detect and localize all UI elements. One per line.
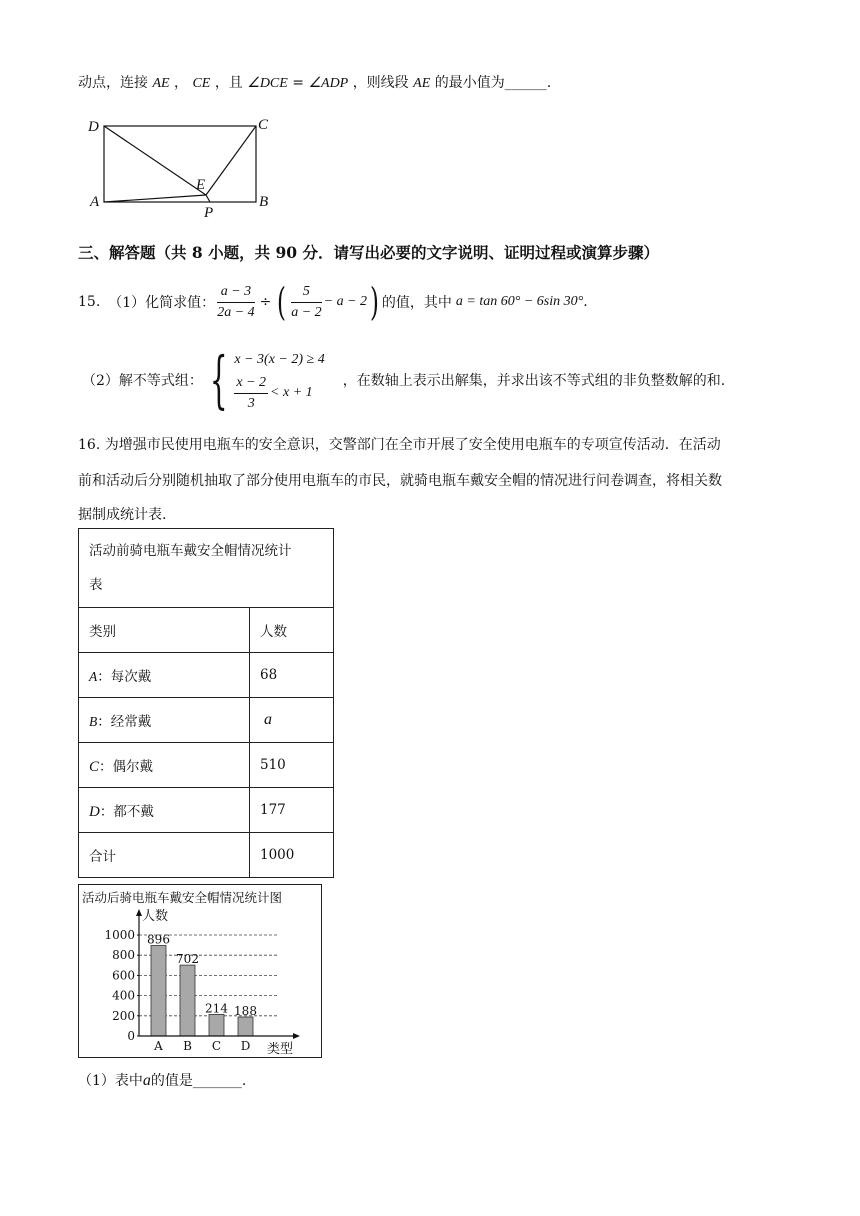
q15-part2 xyxy=(82,344,725,416)
inequality-2-denominator: 3 xyxy=(247,395,255,411)
x-tick-label: D xyxy=(240,1039,251,1053)
bar-chart-frame xyxy=(78,884,322,1058)
q16-line-1: 16. 为增强市民使用电瓶车的安全意识，交警部门在全市开展了安全使用电瓶车的专项宣传活动．在活动 xyxy=(78,437,721,453)
y-tick-label: 200 xyxy=(112,1008,135,1023)
row-category xyxy=(79,698,250,743)
category-label: ：每次戴 xyxy=(97,669,152,685)
q15-part1-label: （1）化简求值： xyxy=(108,295,216,311)
question-1-suffix: 的值是_______. xyxy=(150,1073,247,1089)
inequality-2 xyxy=(234,373,324,414)
x-axis-arrow xyxy=(293,1033,300,1039)
paren-open: ( xyxy=(277,280,287,324)
row-category xyxy=(79,788,250,833)
row-value: a xyxy=(250,698,334,743)
header-count: 人数 xyxy=(250,608,334,653)
table-row xyxy=(79,743,334,788)
question-1-prefix: （1）表中 xyxy=(78,1073,143,1089)
header-category: 类别 xyxy=(79,608,250,653)
chart-y-label: 人数 xyxy=(142,909,169,924)
table-title-row xyxy=(79,529,334,608)
label-d: D xyxy=(88,119,99,135)
fraction-2-denominator: a − 2 xyxy=(291,304,322,320)
bar-value-label: 896 xyxy=(147,932,170,947)
inequality-2-tail: < x + 1 xyxy=(270,385,313,400)
divide-sign: ÷ xyxy=(259,294,272,310)
row-value: 177 xyxy=(250,788,334,833)
q16-line-2: 前和活动后分别随机抽取了部分使用电瓶车的市民，就骑电瓶车戴安全帽的情况进行问卷调查，将相关数 xyxy=(78,473,722,489)
table-header-row xyxy=(79,608,334,653)
bar-value-label: 188 xyxy=(234,1004,257,1019)
label-p: P xyxy=(204,205,214,220)
q15-part2-label: （2）解不等式组： xyxy=(82,373,203,389)
y-tick-label: 800 xyxy=(112,948,135,963)
row-category xyxy=(79,743,250,788)
question-1-var: a xyxy=(142,1072,151,1089)
intro-tail: 的最小值为______. xyxy=(434,75,552,91)
fraction-1-numerator: a − 3 xyxy=(217,282,254,303)
period: . xyxy=(583,294,588,310)
table-title xyxy=(79,529,334,608)
table-row xyxy=(79,788,334,833)
paren-close: ) xyxy=(370,280,379,324)
chart-x-label: 类型 xyxy=(267,1042,294,1057)
fraction-2 xyxy=(291,282,321,323)
category-label: ：都不戴 xyxy=(99,803,154,820)
category-letter: B xyxy=(89,714,98,729)
intro-prefix: 动点，连接 xyxy=(78,75,148,91)
x-tick-label: C xyxy=(211,1039,222,1053)
inequality-1: x − 3(x − 2) ≥ 4 xyxy=(234,351,325,367)
total-label: 合计 xyxy=(79,833,250,878)
brace: { xyxy=(209,343,228,416)
q15-part1 xyxy=(78,278,588,326)
q16-line-3: 据制成统计表. xyxy=(78,507,167,523)
q15-condition: a = tan 60° − 6sin 30° xyxy=(455,294,584,309)
category-label: ：经常戴 xyxy=(97,714,152,730)
label-e: E xyxy=(196,177,206,193)
segment-ae-2: AE xyxy=(413,76,431,91)
section-title: 三、解答题（共 8 小题，共 90 分．请写出必要的文字说明、证明过程或演算步骤） xyxy=(78,243,659,262)
row-category xyxy=(79,653,250,698)
category-label: ：偶尔戴 xyxy=(99,758,154,775)
row-value: 510 xyxy=(250,743,334,788)
angle-dce: ∠DCE xyxy=(247,76,288,91)
intro-suffix: ，则线段 xyxy=(352,75,409,91)
bar-B xyxy=(180,965,195,1036)
row-value: 68 xyxy=(250,653,334,698)
x-tick-label: A xyxy=(154,1039,163,1053)
comma: ， xyxy=(174,75,189,91)
segment-ae: AE xyxy=(152,76,170,91)
x-tick-label: B xyxy=(183,1039,192,1053)
fraction-2-tail: − a − 2 xyxy=(323,294,368,309)
question-1-line xyxy=(78,1070,246,1090)
y-tick-label: 400 xyxy=(112,988,135,1003)
stats-table xyxy=(78,528,334,878)
table-row xyxy=(79,698,334,743)
category-letter: D xyxy=(89,803,100,820)
label-c: C xyxy=(258,117,269,133)
table-row xyxy=(79,653,334,698)
y-tick-label: 600 xyxy=(112,968,135,983)
segment-ce: CE xyxy=(192,76,211,91)
intro-mid: ，且 xyxy=(214,75,243,91)
angle-adp: ∠ADP xyxy=(308,76,349,91)
y-tick-label: 0 xyxy=(127,1029,135,1043)
bar-value-label: 214 xyxy=(205,1001,228,1016)
q15-number: 15. xyxy=(78,294,101,310)
total-value: 1000 xyxy=(250,833,334,878)
q15-part2-text: ，在数轴上表示出解集，并求出该不等式组的非负整数解的和. xyxy=(342,373,726,389)
chart-title: 活动后骑电瓶车戴安全帽情况统计图 xyxy=(82,890,283,905)
fraction-1 xyxy=(217,282,254,323)
label-a: A xyxy=(90,194,100,210)
rectangle-figure xyxy=(84,110,284,220)
intro-line xyxy=(78,72,551,92)
category-letter: C xyxy=(89,758,100,775)
bar-D xyxy=(238,1017,253,1036)
bar-A xyxy=(151,946,166,1036)
inequality-2-numerator: x − 2 xyxy=(234,373,268,394)
q15-part1-mid: 的值，其中 xyxy=(381,295,452,311)
bar-C xyxy=(209,1014,224,1036)
bar-value-label: 702 xyxy=(176,952,199,967)
table-title-line-1: 活动前骑电瓶车戴安全帽情况统计 xyxy=(89,543,292,559)
table-total-row xyxy=(79,833,334,878)
equals: = xyxy=(287,75,309,91)
category-letter: A xyxy=(89,669,98,684)
fraction-1-denominator: 2a − 4 xyxy=(217,304,255,320)
inequality-system xyxy=(234,347,324,414)
table-title-line-2: 表 xyxy=(89,577,103,593)
y-tick-label: 1000 xyxy=(104,928,135,942)
label-b: B xyxy=(259,194,269,210)
fraction-2-numerator: 5 xyxy=(291,282,321,303)
inequality-2-fraction xyxy=(234,373,268,414)
bar-chart xyxy=(79,885,321,1057)
